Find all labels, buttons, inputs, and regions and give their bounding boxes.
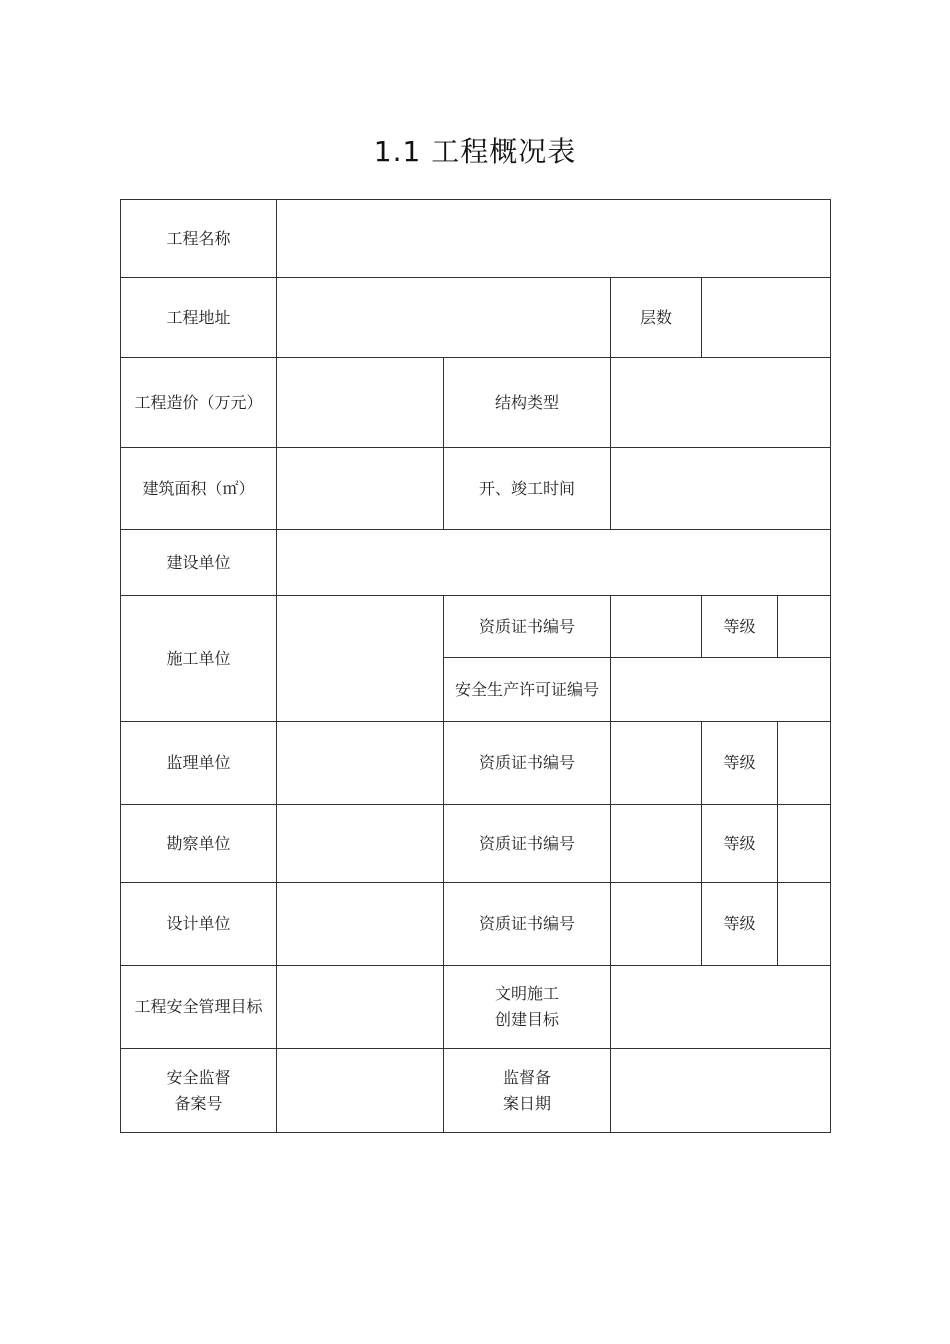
- label-supervision-cert-no: 资质证书编号: [444, 722, 611, 805]
- design-grade-field[interactable]: [778, 883, 831, 966]
- label-project-address: 工程地址: [121, 278, 277, 358]
- survey-unit-field[interactable]: [277, 805, 444, 883]
- supervision-cert-no-field[interactable]: [611, 722, 702, 805]
- label-civilized-target: [444, 966, 611, 1049]
- structure-type-field[interactable]: [611, 358, 831, 448]
- label-structure-type: 结构类型: [444, 358, 611, 448]
- label-supervision-grade: 等级: [702, 722, 778, 805]
- label-safety-supervision-no: [121, 1049, 277, 1133]
- record-date-line2: 案日期: [502, 1093, 551, 1113]
- design-cert-no-field[interactable]: [611, 883, 702, 966]
- label-survey-unit: 勘察单位: [121, 805, 277, 883]
- label-contractor-cert-no: 资质证书编号: [444, 596, 611, 658]
- safety-supervision-line2: 备案号: [174, 1093, 223, 1113]
- supervision-unit-field[interactable]: [277, 722, 444, 805]
- label-project-name: 工程名称: [121, 200, 277, 278]
- design-unit-field[interactable]: [277, 883, 444, 966]
- start-end-time-field[interactable]: [611, 448, 831, 530]
- supervision-grade-field[interactable]: [778, 722, 831, 805]
- safety-permit-no-field[interactable]: [611, 658, 831, 722]
- building-area-field[interactable]: [277, 448, 444, 530]
- label-contractor-grade: 等级: [702, 596, 778, 658]
- label-floors: 层数: [611, 278, 702, 358]
- label-construction-unit: 建设单位: [121, 530, 277, 596]
- label-design-cert-no: 资质证书编号: [444, 883, 611, 966]
- label-design-grade: 等级: [702, 883, 778, 966]
- label-survey-grade: 等级: [702, 805, 778, 883]
- survey-grade-field[interactable]: [778, 805, 831, 883]
- civilized-target-line2: 创建目标: [494, 1010, 559, 1029]
- record-date-line1: 监督备: [502, 1067, 551, 1087]
- label-building-area: 建筑面积（㎡）: [121, 448, 277, 530]
- label-supervision-unit: 监理单位: [121, 722, 277, 805]
- safety-target-field[interactable]: [277, 966, 444, 1049]
- civilized-target-line1: 文明施工: [494, 984, 559, 1003]
- construction-unit-field[interactable]: [277, 530, 831, 596]
- label-design-unit: 设计单位: [121, 883, 277, 966]
- civilized-target-field[interactable]: [611, 966, 831, 1049]
- contractor-cert-no-field[interactable]: [611, 596, 702, 658]
- contractor-grade-field[interactable]: [778, 596, 831, 658]
- safety-supervision-no-field[interactable]: [277, 1049, 444, 1133]
- label-safety-permit-no: 安全生产许可证编号: [444, 658, 611, 722]
- label-safety-target: 工程安全管理目标: [121, 966, 277, 1049]
- project-overview-table: [120, 199, 831, 1133]
- survey-cert-no-field[interactable]: [611, 805, 702, 883]
- label-start-end-time: 开、竣工时间: [444, 448, 611, 530]
- page-title: 1.1 工程概况表: [373, 135, 577, 168]
- contractor-field[interactable]: [277, 596, 444, 722]
- label-contractor: 施工单位: [121, 596, 277, 722]
- safety-supervision-line1: 安全监督: [166, 1067, 231, 1087]
- cost-field[interactable]: [277, 358, 444, 448]
- project-name-field[interactable]: [277, 200, 831, 278]
- floors-field[interactable]: [702, 278, 831, 358]
- record-date-field[interactable]: [611, 1049, 831, 1133]
- project-address-field[interactable]: [277, 278, 611, 358]
- label-survey-cert-no: 资质证书编号: [444, 805, 611, 883]
- label-record-date: [444, 1049, 611, 1133]
- label-cost: 工程造价（万元）: [121, 358, 277, 448]
